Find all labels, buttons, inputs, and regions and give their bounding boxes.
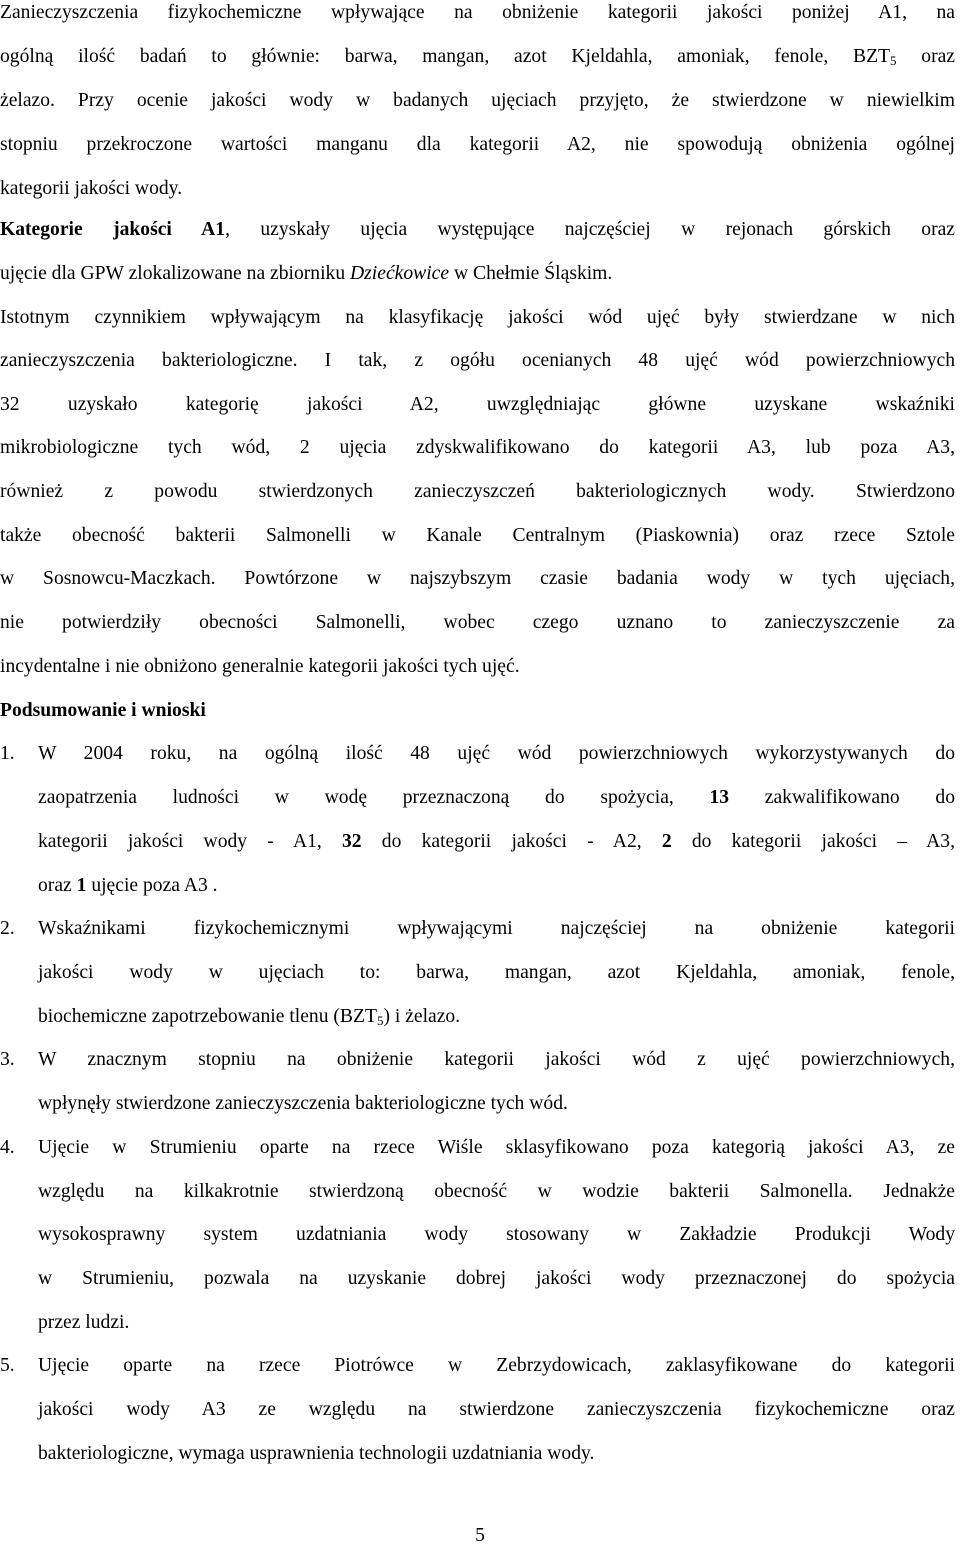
list-number: 1. (0, 743, 15, 764)
paragraph-3-line: nie potwierdziły obecności Salmonelli, wobec czego uznano to zanieczyszczenie za (0, 612, 955, 633)
text-run: do kategorii jakości – A3, (671, 831, 955, 852)
text-run: oraz (896, 46, 956, 67)
paragraph-3-line: także obecność bakterii Salmonelli w Kanale Centralnym (Piaskownia) oraz rzece Sztole (0, 525, 955, 546)
list-item-line: przez ludzi. (38, 1312, 130, 1333)
text-run: ) i żelazo. (383, 1006, 461, 1027)
subscript: 5 (376, 1013, 384, 1028)
list-item-line: Ujęcie oparte na rzece Piotrówce w Zebrzydowicach, zaklasyfikowane do kategorii (38, 1355, 955, 1376)
paragraph-1-line: kategorii jakości wody. (0, 178, 183, 199)
text-run: ujęcie poza A3 . (86, 875, 218, 896)
list-item-line (38, 830, 955, 854)
list-item-line: Wskaźnikami fizykochemicznymi wpływającymi najczęściej na obniżenie kategorii (38, 918, 955, 939)
section-heading: Podsumowanie i wnioski (0, 700, 206, 721)
paragraph-3-line: w Sosnowcu-Maczkach. Powtórzone w najszybszym czasie badania wody w tych ujęciach, (0, 568, 955, 589)
bold-text: Kategorie jakości A1 (0, 219, 226, 240)
paragraph-1-line: Zanieczyszczenia fizykochemiczne wpływające na obniżenie kategorii jakości poniżej A1, na (0, 2, 955, 23)
list-item-line: jakości wody A3 ze względu na stwierdzone zanieczyszczenia fizykochemiczne oraz (38, 1399, 955, 1420)
list-number: 4. (0, 1137, 15, 1158)
bold-number: 1 (76, 875, 87, 896)
list-item-line (38, 874, 955, 898)
text-run: zaopatrzenia ludności w wodę przeznaczoną do spożycia, (38, 787, 710, 808)
list-item-line: Ujęcie w Strumieniu oparte na rzece Wiśle sklasyfikowano poza kategorią jakości A3, ze (38, 1137, 955, 1158)
paragraph-3-line: również z powodu stwierdzonych zanieczyszczeń bakteriologicznych wody. Stwierdzono (0, 481, 955, 502)
text-run: ogólną ilość badań to głównie: barwa, mangan, azot Kjeldahla, amoniak, fenole, BZT (0, 46, 891, 67)
text-run: biochemiczne zapotrzebowanie tlenu (BZT (38, 1006, 377, 1027)
list-number: 3. (0, 1049, 15, 1070)
paragraph-3-line: 32 uzyskało kategorię jakości A2, uwzględniając główne uzyskane wskaźniki (0, 394, 955, 415)
list-item-line: w Strumieniu, pozwala na uzyskanie dobrej jakości wody przeznaczonej do spożycia (38, 1268, 955, 1289)
list-number: 2. (0, 918, 15, 939)
bold-number: 13 (709, 787, 730, 808)
text-run: oraz (38, 875, 77, 896)
bold-number: 32 (342, 831, 362, 852)
paragraph-3-line: incydentalne i nie obniżono generalnie kategorii jakości tych ujęć. (0, 656, 520, 677)
paragraph-3-line: mikrobiologiczne tych wód, 2 ujęcia zdyskwalifikowano do kategorii A3, lub poza A3, (0, 437, 955, 458)
list-item-line: wpłynęły stwierdzone zanieczyszczenia bakteriologiczne tych wód. (38, 1093, 568, 1114)
paragraph-1-line: żelazo. Przy ocenie jakości wody w badanych ujęciach przyjęto, że stwierdzone w niewielkim (0, 90, 955, 111)
text-run: do kategorii jakości - A2, (361, 831, 662, 852)
italic-text: Dziećkowice (350, 263, 450, 284)
text-run: ujęcie dla GPW zlokalizowane na zbiorniku (0, 263, 351, 284)
paragraph-1-line: stopniu przekroczone wartości manganu dla kategorii A2, nie spowodują obniżenia ogólnej (0, 134, 955, 155)
list-item-line: wysokosprawny system uzdatniania wody stosowany w Zakładzie Produkcji Wody (38, 1224, 955, 1245)
text-run: zakwalifikowano do (729, 787, 955, 808)
text-run: kategorii jakości wody - A1, (38, 831, 342, 852)
text-run: w Chełmie Śląskim. (449, 263, 613, 284)
list-item-line: jakości wody w ujęciach to: barwa, mangan, azot Kjeldahla, amoniak, fenole, (38, 962, 955, 983)
paragraph-3-line: zanieczyszczenia bakteriologiczne. I tak, z ogółu ocenianych 48 ujęć wód powierzchniowych (0, 350, 955, 371)
text-run: , uzyskały ujęcia występujące najczęściej w rejonach górskich oraz (225, 219, 955, 240)
bold-number: 2 (661, 831, 672, 852)
list-number: 5. (0, 1355, 15, 1376)
page-number: 5 (475, 1525, 485, 1546)
list-item-line (38, 786, 955, 810)
list-item-line: bakteriologiczne, wymaga usprawnienia technologii uzdatniania wody. (38, 1443, 595, 1464)
paragraph-2-line (0, 262, 955, 286)
paragraph-1-line (0, 45, 955, 69)
list-item-line: W 2004 roku, na ogólną ilość 48 ujęć wód powierzchniowych wykorzystywanych do (38, 743, 955, 764)
paragraph-2-line (0, 218, 955, 242)
list-item-line (38, 1005, 955, 1029)
list-item-line: względu na kilkakrotnie stwierdzoną obecność w wodzie bakterii Salmonella. Jednakże (38, 1181, 955, 1202)
paragraph-3-line: Istotnym czynnikiem wpływającym na klasyfikację jakości wód ujęć były stwierdzane w nich (0, 307, 955, 328)
subscript: 5 (890, 53, 897, 68)
list-item-line: W znacznym stopniu na obniżenie kategorii jakości wód z ujęć powierzchniowych, (38, 1049, 955, 1070)
